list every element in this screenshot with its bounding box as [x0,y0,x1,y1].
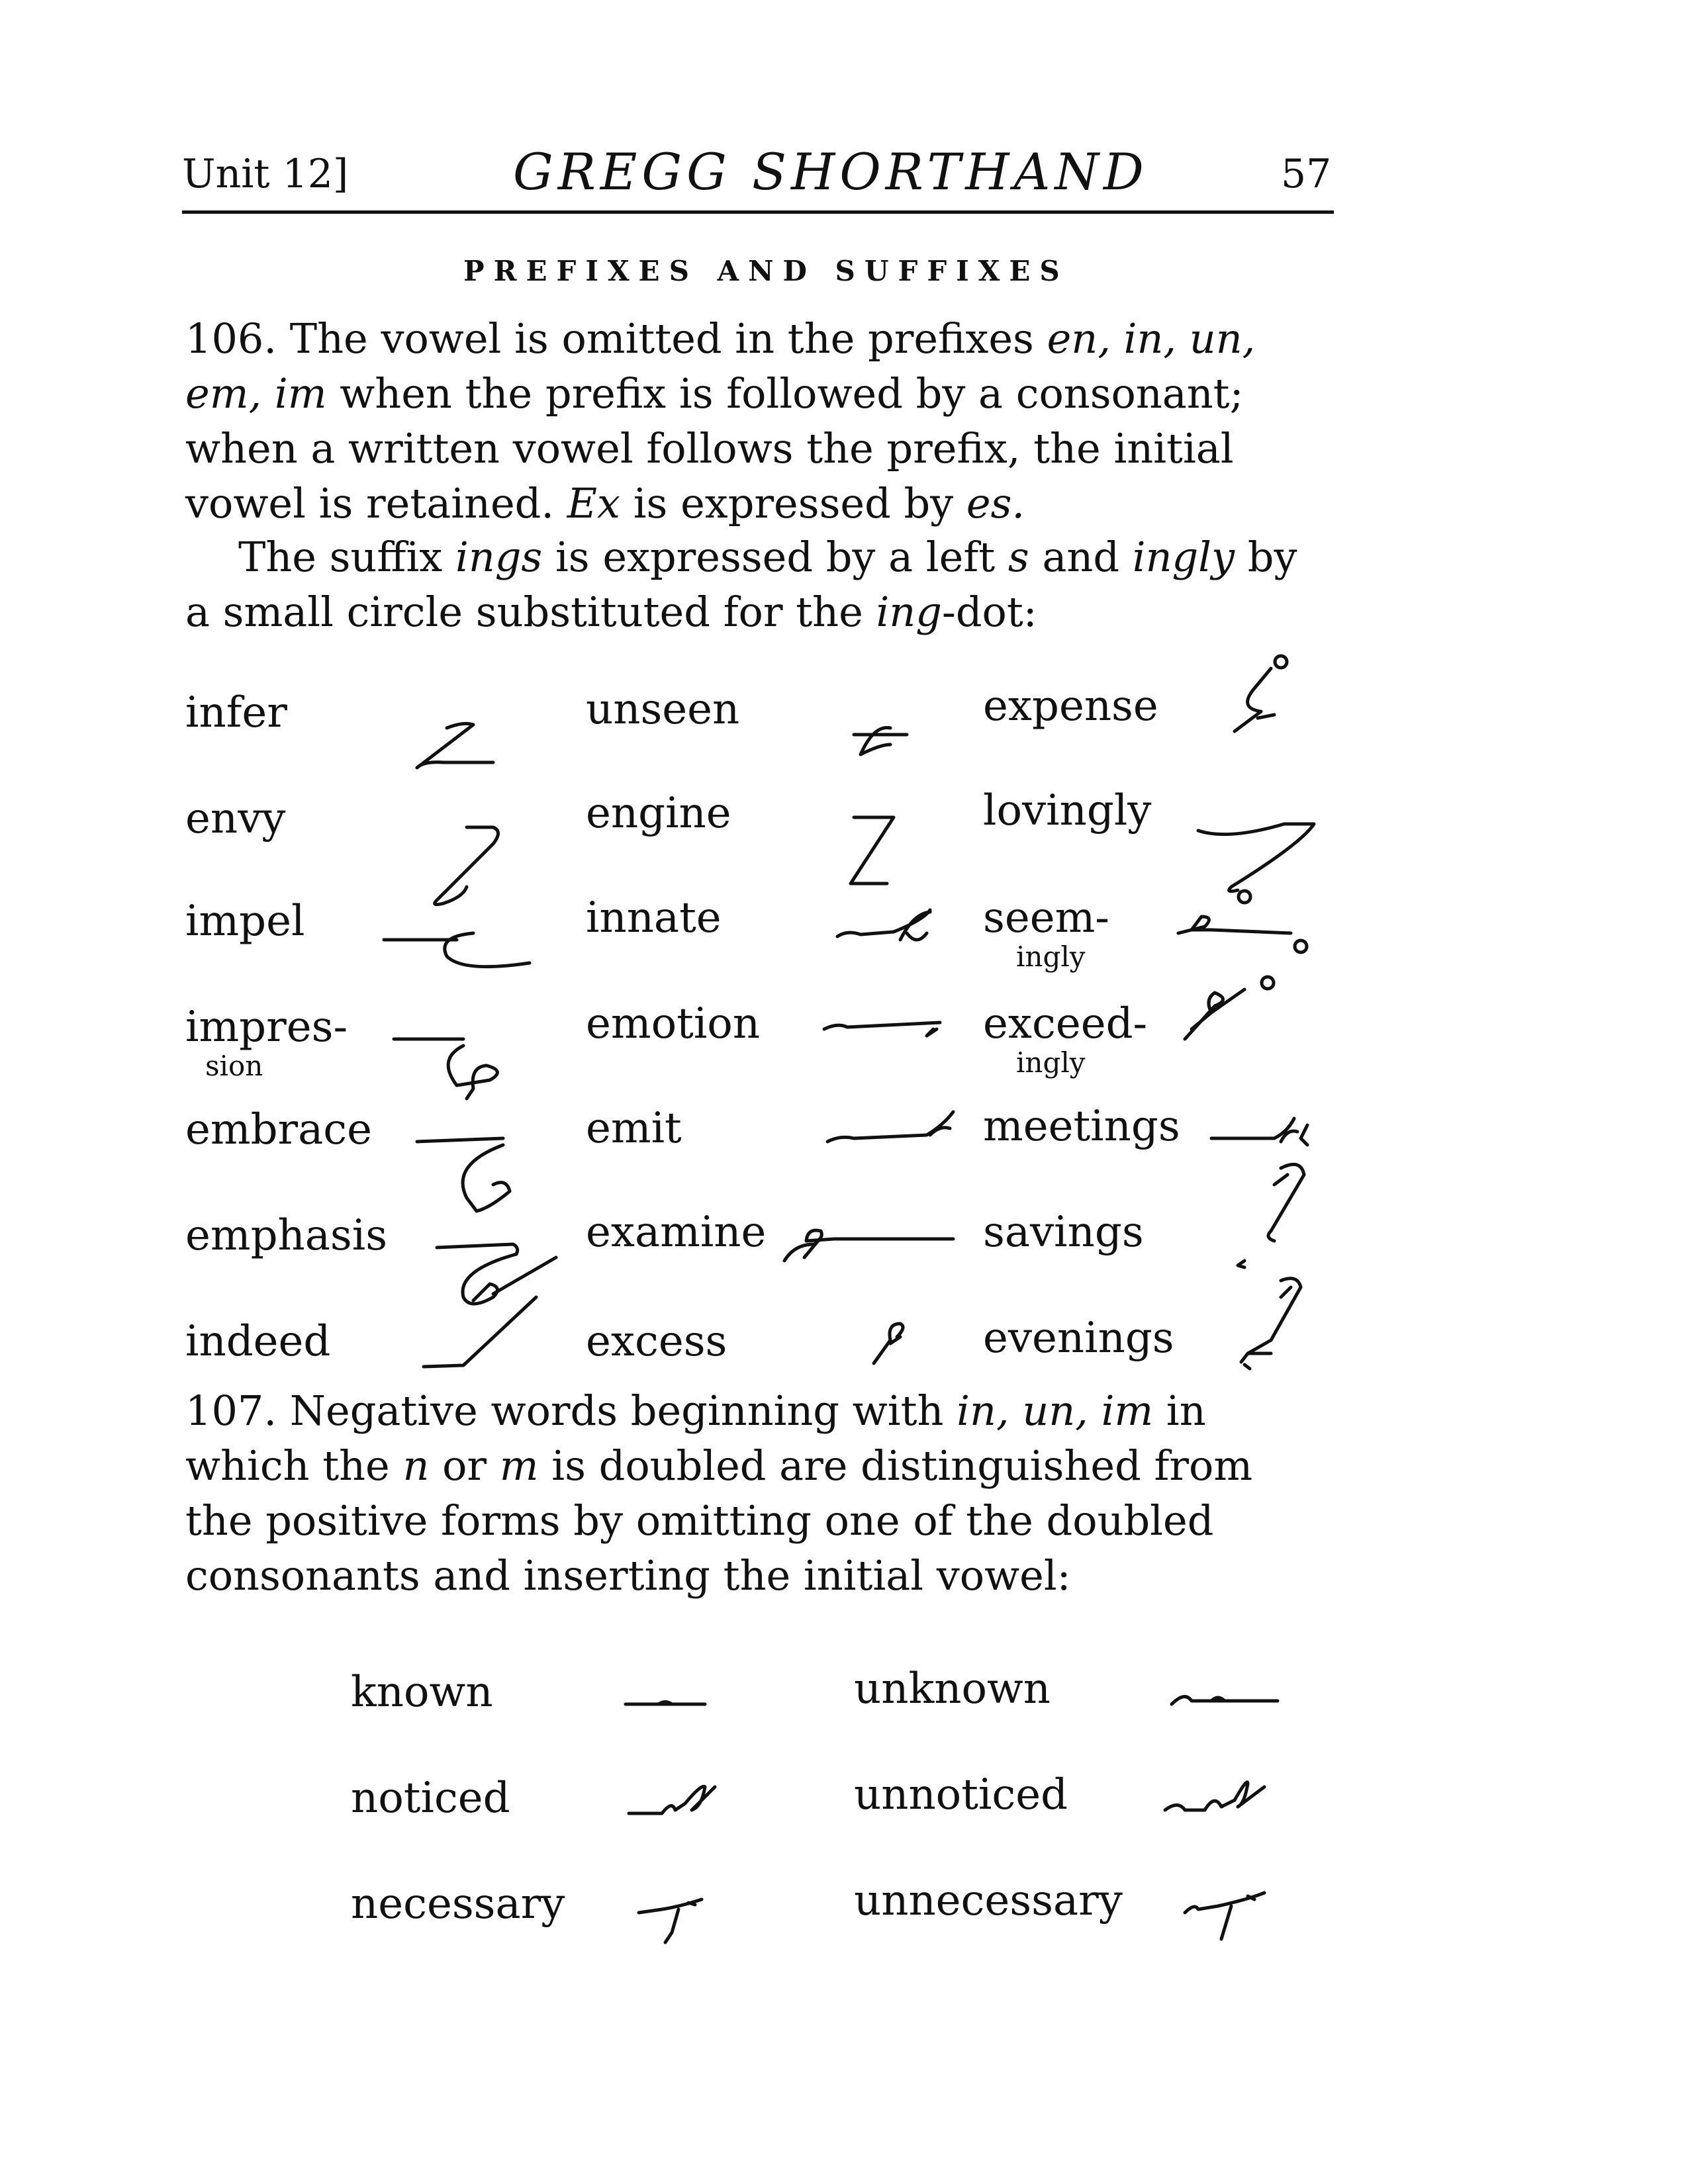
shorthand-examine [784,1230,953,1261]
paragraph-107: 107. Negative words beginning with in, un, im in which the n or m is doubled are distinguished from the positive forms by omitting one of the doubled consonants and inserting the initial vowel: [185,1387,1253,1600]
shorthand-meetings [1211,1118,1307,1145]
shorthand-noticed [629,1786,715,1813]
shorthand-indeed [424,1297,536,1367]
section-title: PREFIXES AND SUFFIXES [463,255,1069,287]
shorthand-exceedingly-circle [1262,977,1274,989]
word-engine: engine [586,789,731,838]
word-lovingly: lovingly [983,786,1152,835]
paragraph-number: 106. [185,314,277,363]
shorthand-expense [1235,668,1274,731]
shorthand-unknown [1172,1697,1278,1704]
word-impression: impres- sion [185,1003,348,1082]
shorthand-necessary [639,1899,702,1942]
word-meetings: meetings [983,1102,1180,1151]
word-excess: excess [586,1317,727,1366]
shorthand-seemingly-circle [1295,940,1307,952]
shorthand-expense-circle [1275,656,1287,668]
word-noticed: noticed [351,1774,510,1823]
shorthand-emit [827,1112,953,1142]
shorthand-seemingly [1178,917,1291,933]
paragraph-number: 107. [185,1387,277,1435]
shorthand-engine [851,817,894,884]
word-indeed: indeed [185,1317,331,1366]
word-examine: examine [586,1208,767,1257]
word-embrace: embrace [185,1105,372,1154]
paragraph-106-suffix: The suffix ings is expressed by a left s and ingly by a small circle substituted for the ing-dot: [185,533,1297,636]
running-head-title: GREGG SHORTHAND [513,142,1149,201]
shorthand-known [626,1702,705,1705]
word-known: known [351,1668,493,1717]
shorthand-envy [435,827,498,905]
shorthand-emphasis [437,1244,556,1304]
word-emphasis: emphasis [185,1211,388,1260]
shorthand-impel [384,933,530,967]
word-envy: envy [185,794,286,843]
word-emit: emit [586,1104,682,1153]
word-unnecessary: unnecessary [854,1876,1123,1925]
word-infer: infer [185,688,287,737]
shorthand-exceedingly [1185,989,1244,1039]
shorthand-infer [417,723,493,768]
shorthand-lovingly-circle [1239,891,1250,903]
shorthand-lovingly [1198,824,1314,891]
word-innate: innate [586,893,722,942]
word-impel: impel [185,897,305,946]
shorthand-embrace [417,1138,510,1211]
page-number: 57 [1281,151,1332,197]
word-emotion: emotion [586,999,761,1048]
shorthand-excess [874,1324,903,1363]
shorthand-unnecessary [1185,1893,1264,1939]
word-unnoticed: unnoticed [854,1770,1068,1819]
word-savings: savings [983,1208,1144,1257]
shorthand-emotion [824,1023,940,1036]
shorthand-innate [837,910,930,940]
word-seemingly: seem- ingly [983,893,1109,973]
shorthand-unseen [854,728,907,755]
shorthand-unnoticed [1165,1782,1264,1810]
word-unknown: unknown [854,1664,1051,1713]
shorthand-impression [394,1039,497,1099]
word-necessary: necessary [351,1880,565,1929]
word-unseen: unseen [586,685,740,734]
word-exceedingly: exceed- ingly [983,999,1148,1079]
shorthand-evenings [1241,1279,1301,1369]
word-expense: expense [983,682,1158,731]
running-head-unit: Unit 12] [182,151,349,197]
word-evenings: evenings [983,1314,1174,1363]
shorthand-savings [1238,1164,1304,1267]
paragraph-106: 106. The vowel is omitted in the prefixes en, in, un, em, im when the prefix is followed by a consonant; when a written vowel follows the prefix, the initial vowel is retained. Ex is expressed by es. [185,314,1256,527]
